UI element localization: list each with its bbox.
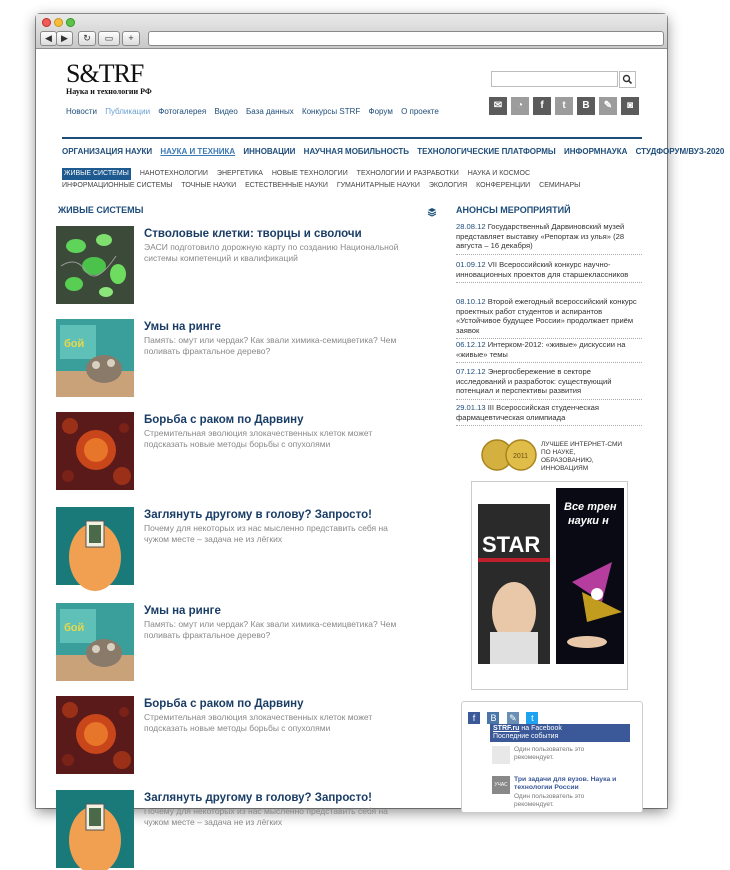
cancer-thumbnail (56, 412, 134, 490)
top-nav-about[interactable]: О проекте (401, 107, 439, 116)
top-nav-news[interactable]: Новости (66, 107, 97, 116)
article-desc: Стремительная эволюция злокачественных клеток может подсказать новые методы борьбы с опухолями (144, 428, 373, 449)
bookmark-button[interactable] (98, 31, 120, 46)
article-desc: Память: омут или чердак? Как звали химика-семицветика? Чем поливать фрактальное дерево? (144, 335, 397, 356)
medal-year: 2011 (513, 453, 529, 460)
logo-tagline: Наука и технологии РФ (66, 87, 152, 96)
head-thumbnail (56, 790, 134, 868)
banner-star-text: STAR (482, 532, 541, 557)
top-nav-forum[interactable]: Форум (368, 107, 393, 116)
article-title[interactable]: Стволовые клетки: творцы и сволочи (144, 228, 362, 240)
twitter-icon[interactable]: t (526, 712, 538, 724)
main-nav-item[interactable]: ИНФОРМНАУКА (564, 147, 628, 156)
banner-graphic (472, 482, 627, 689)
article-desc: ЭАСИ подготовило дорожную карту по созданию Национальной системы компетенций и квалификаций (144, 242, 399, 263)
ring-thumbnail (56, 319, 134, 397)
main-nav-item[interactable]: ТЕХНОЛОГИЧЕСКИЕ ПЛАТФОРМЫ (417, 147, 556, 156)
article-title[interactable]: Заглянуть другому в голову? Запросто! (144, 792, 372, 804)
event-text: Интерком-2012: «живые» дискуссии на «живые» темы (456, 340, 626, 359)
ad-banner[interactable] (471, 481, 628, 690)
sub-nav-item[interactable]: НАУКА И КОСМОС (467, 170, 531, 177)
back-button[interactable] (40, 31, 57, 46)
fb-page-suffix: на Facebook (519, 725, 562, 732)
article-item[interactable] (56, 412, 436, 492)
header-divider (62, 137, 642, 139)
article-item[interactable] (56, 507, 436, 587)
event-item[interactable] (456, 260, 642, 283)
web-page (36, 49, 725, 827)
fb-post-thumb: УЧАС (492, 776, 510, 794)
zoom-window-button[interactable] (66, 18, 75, 27)
article-desc: Почему для некоторых из нас мысленно представить себя на чужом месте – задача не из лёгких (144, 806, 388, 827)
article-title[interactable]: Заглянуть другому в голову? Запросто! (144, 509, 372, 521)
article-title[interactable]: Борьба с раком по Дарвину (144, 698, 304, 710)
top-nav-contests[interactable]: Конкурсы STRF (301, 107, 361, 116)
award-medals-icon (481, 437, 537, 473)
instagram-icon[interactable]: ◙ (621, 97, 639, 115)
minimize-window-button[interactable] (54, 18, 63, 27)
main-nav (62, 147, 730, 156)
logo-mark: S&TRF (66, 59, 144, 88)
facebook-icon[interactable]: f (533, 97, 551, 115)
browser-toolbar (36, 14, 667, 49)
ring-thumbnail (56, 603, 134, 681)
event-item[interactable] (456, 297, 642, 339)
vk-icon[interactable]: B (577, 97, 595, 115)
sub-nav-item[interactable]: ГУМАНИТАРНЫЕ НАУКИ (336, 182, 420, 189)
event-date: 01.09.12 (456, 260, 486, 269)
event-date: 07.12.12 (456, 367, 486, 376)
event-text: III Всероссийская студенческая фармацевтическая олимпиада (456, 403, 600, 422)
article-desc: Память: омут или чердак? Как звали химика-семицветика? Чем поливать фрактальное дерево? (144, 619, 397, 640)
article-title[interactable]: Умы на ринге (144, 321, 221, 333)
reload-icon: ↻ (83, 33, 91, 43)
event-text: Энергосбережение в секторе исследований и разработок: существующий потенциал и перспективы развития (456, 367, 612, 396)
event-text: Второй ежегодный всероссийский конкурс проектных работ студентов и аспирантов «Устойчивое будущее России» продолжает приём заявок (456, 297, 637, 335)
browser-window (36, 14, 725, 827)
top-nav-photo[interactable]: Фотогалерея (158, 107, 207, 116)
site-logo[interactable] (66, 61, 186, 96)
svg-text:бой: бой (64, 622, 85, 634)
banner-promo-line1: Все трен (564, 501, 617, 513)
search-button[interactable] (619, 71, 636, 88)
article-item[interactable] (56, 319, 436, 399)
sub-nav-item[interactable]: ТОЧНЫЕ НАУКИ (181, 182, 237, 189)
top-nav (66, 107, 445, 116)
article-item[interactable] (56, 696, 436, 776)
search-input[interactable] (491, 71, 618, 87)
main-nav-item[interactable]: СТУДФОРУМ/ВУЗ-2020 (635, 147, 725, 156)
fb-subtitle: Последние события (493, 733, 559, 740)
forward-button[interactable] (56, 31, 73, 46)
event-date: 06.12.12 (456, 340, 486, 349)
article-item[interactable] (56, 790, 436, 870)
back-arrow-icon: ◀ (45, 33, 52, 43)
fb-rec-text: Один пользователь это рекомендует. (514, 746, 585, 761)
event-item[interactable] (456, 367, 642, 400)
top-nav-video[interactable]: Видео (214, 107, 238, 116)
search-icon (620, 72, 635, 87)
stack-icon[interactable] (427, 207, 437, 217)
close-window-button[interactable] (42, 18, 51, 27)
svg-text:бой: бой (64, 338, 85, 350)
rss-icon[interactable]: ◔ (511, 97, 529, 115)
article-title[interactable]: Умы на ринге (144, 605, 221, 617)
main-nav-item[interactable]: ИННОВАЦИИ (243, 147, 296, 156)
forward-arrow-icon: ▶ (61, 33, 68, 43)
fb-header (490, 724, 630, 742)
events-title: АНОНСЫ МЕРОПРИЯТИЙ (456, 205, 571, 215)
address-bar[interactable] (148, 31, 664, 46)
event-item[interactable] (456, 403, 642, 426)
livejournal-icon[interactable]: ✎ (599, 97, 617, 115)
sub-nav-item[interactable]: НАНОТЕХНОЛОГИИ (139, 170, 208, 177)
head-thumbnail (56, 507, 134, 585)
sub-nav-item[interactable]: ЕСТЕСТВЕННЫЕ НАУКИ (245, 182, 328, 189)
fb-page-title (490, 724, 630, 733)
sub-nav-item[interactable]: ЭНЕРГЕТИКА (216, 170, 263, 177)
fb-avatar (492, 746, 510, 764)
twitter-icon[interactable]: t (555, 97, 573, 115)
fb-rec-text: Один пользователь это рекомендует. (514, 793, 585, 808)
fb-page-link[interactable]: STRF.ru (493, 725, 520, 732)
article-item[interactable] (56, 603, 436, 683)
event-text: VII Всероссийский конкурс научно-инновационных проектов для старшеклассников (456, 260, 629, 279)
sub-nav-item[interactable]: ТЕХНОЛОГИИ И РАЗРАБОТКИ (356, 170, 459, 177)
cancer-thumbnail (56, 696, 134, 774)
top-nav-publications[interactable]: Публикации (105, 107, 151, 116)
bookmark-icon: ▭ (104, 33, 114, 43)
mail-icon[interactable]: ✉ (489, 97, 507, 115)
event-date: 29.01.13 (456, 403, 486, 412)
event-item[interactable] (456, 222, 642, 255)
sub-nav (62, 168, 652, 192)
facebook-icon[interactable]: f (468, 712, 480, 724)
reload-button[interactable] (78, 31, 96, 46)
event-date: 28.08.12 (456, 222, 486, 231)
sub-nav-item[interactable]: КОНФЕРЕНЦИИ (476, 182, 531, 189)
article-title[interactable]: Борьба с раком по Дарвину (144, 414, 304, 426)
sub-nav-item[interactable]: ИНФОРМАЦИОННЫЕ СИСТЕМЫ (62, 182, 173, 189)
main-nav-item[interactable]: ОРГАНИЗАЦИЯ НАУКИ (62, 147, 153, 156)
sub-nav-item[interactable]: ЭКОЛОГИЯ (428, 182, 468, 189)
livejournal-icon[interactable]: ✎ (507, 712, 519, 724)
banner-promo-line2: науки н (568, 515, 609, 527)
article-desc: Стремительная эволюция злокачественных клеток может подсказать новые методы борьбы с опухолями (144, 712, 373, 733)
article-item[interactable] (56, 226, 436, 306)
facebook-widget (461, 701, 643, 813)
vk-icon[interactable]: B (487, 712, 499, 724)
award-text: ЛУЧШЕЕ ИНТЕРНЕТ-СМИ ПО НАУКЕ, ОБРАЗОВАНИЮ, ИННОВАЦИЯМ (541, 441, 623, 472)
top-nav-database[interactable]: База данных (246, 107, 294, 116)
fb-post-title[interactable]: Три задачи для вузов. Наука и технологии России (514, 776, 617, 791)
section-title: ЖИВЫЕ СИСТЕМЫ (58, 205, 144, 215)
sub-nav-item[interactable]: НОВЫЕ ТЕХНОЛОГИИ (271, 170, 348, 177)
main-nav-item[interactable]: НАУЧНАЯ МОБИЛЬНОСТЬ (303, 147, 410, 156)
sub-nav-item-active[interactable]: ЖИВЫЕ СИСТЕМЫ (62, 168, 131, 180)
main-nav-item-active[interactable]: НАУКА И ТЕХНИКА (160, 147, 236, 156)
article-desc: Почему для некоторых из нас мысленно представить себя на чужом месте – задача не из лёгких (144, 523, 388, 544)
event-date: 08.10.12 (456, 297, 486, 306)
sub-nav-item[interactable]: СЕМИНАРЫ (539, 182, 581, 189)
stem-cells-thumbnail (56, 226, 134, 304)
plus-icon: + (128, 33, 134, 43)
new-tab-button[interactable] (122, 31, 140, 46)
event-item[interactable] (456, 340, 642, 363)
event-text: Государственный Дарвиновский музей представляет выставку «Репортаж из улья» (28 августа – 16 декабря) (456, 222, 625, 251)
